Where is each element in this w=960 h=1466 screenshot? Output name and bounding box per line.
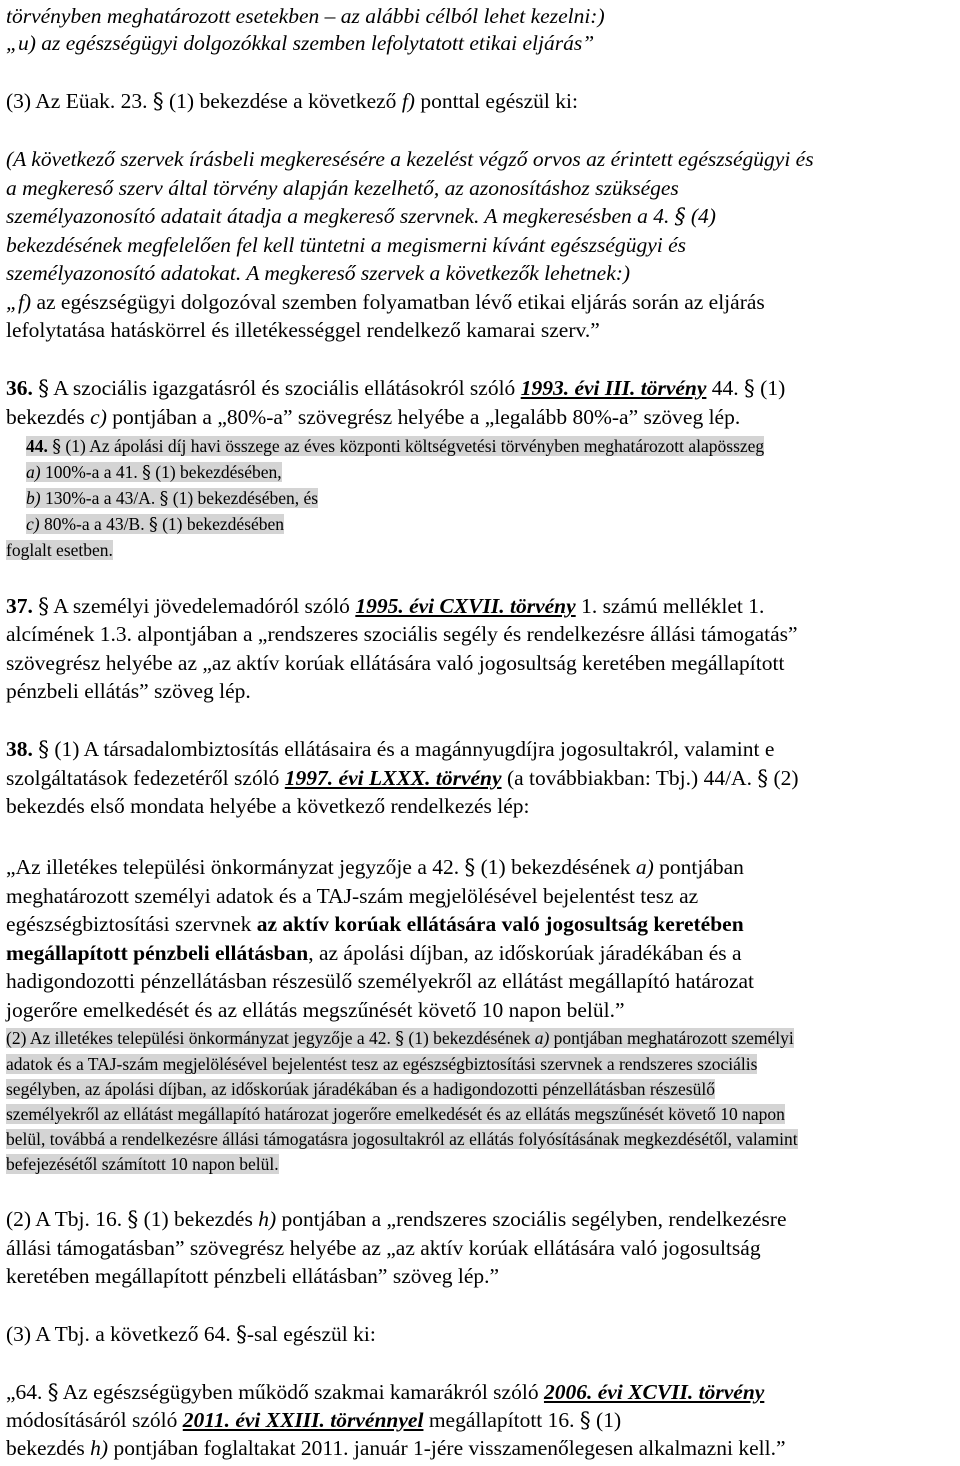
highlighted-line: [26, 434, 956, 459]
highlighted-line: [26, 486, 956, 511]
highlighted-line: [6, 1077, 956, 1101]
text-line: bekezdésének megfelelően fel kell tüntetni a megismerni kívánt egészségügyi és: [6, 233, 686, 257]
text-line: „64. § Az egészségügyben működő szakmai kamarákról szóló 2006. évi XCVII. törvény: [6, 1380, 765, 1405]
highlighted-line: [6, 1102, 956, 1126]
section-sign: §: [38, 737, 49, 762]
law-link[interactable]: 1997. évi LXXX. törvény: [284, 766, 502, 790]
highlight-span: b) 130%-a a 43/A. § (1) bekezdésében, és: [26, 488, 319, 509]
law-link[interactable]: 2006. évi XCVII. törvény: [543, 1380, 765, 1404]
highlighted-line: [6, 1052, 956, 1076]
text-line: hadigondozotti pénzellátásban részesülő személyekről az ellátást megállapító határozat: [6, 969, 755, 993]
highlighted-line: [26, 460, 956, 485]
section-sign: §: [579, 1408, 591, 1433]
text-line: 38. § (1) A társadalombiztosítás ellátásaira és a magánnyugdíjra jogosultakról, valamint e: [6, 737, 775, 762]
text-line: (A következő szervek írásbeli megkeresésére a kezelést végző orvos az érintett egészségügyi és: [6, 147, 814, 171]
text-line: módosításáról szóló 2011. évi XXIII. törvénnyel megállapított 16. § (1): [6, 1408, 622, 1433]
text-line: bekezdés első mondata helyébe a következő rendelkezés lép:: [6, 794, 530, 818]
section-sign: §: [127, 1207, 139, 1232]
text-line: megállapított pénzbeli ellátásban, az ápolási díjban, az időskorúak járadékában és a: [6, 941, 742, 965]
highlighted-line: [6, 1026, 956, 1051]
text-line: személyazonosító adatokat. A megkereső szervek a következők lehetnek:): [6, 261, 631, 285]
highlighted-line: [6, 538, 956, 562]
text-line: jogerőre emelkedését és az ellátás megszűnését követő 10 napon belül.”: [6, 998, 625, 1022]
text-line: „f) az egészségügyi dolgozóval szemben folyamatban lévő etikai eljárás során az eljárás: [6, 290, 765, 314]
text-segment: „u) az egészségügyi dolgozókkal szemben lefolytatott etikai eljárás”: [6, 31, 595, 55]
section-sign: §: [744, 376, 755, 401]
text-line: [6, 2, 956, 31]
text-line: (3) A Tbj. a következő 64. §-sal egészül ki:: [6, 1322, 376, 1347]
text-line: egészségbiztosítási szervnek az aktív korúak ellátására való jogosultság keretében: [6, 912, 744, 936]
text-line: (2) A Tbj. 16. § (1) bekezdés h) pontjában a „rendszeres szociális segélyben, rendelkezésre: [6, 1207, 787, 1232]
text-line: pénzbeli ellátás” szöveg lép.: [6, 679, 251, 703]
text-line: lefolytatása hatáskörrel és illetékességgel rendelkező kamarai szerv.”: [6, 318, 600, 342]
text-segment: törvényben meghatározott esetekben – az alábbi célból lehet kezelni:): [6, 4, 605, 28]
highlight-span: befejezésétől számított 10 napon belül.: [6, 1154, 279, 1174]
law-link[interactable]: 1995. évi CXVII. törvény: [355, 594, 576, 618]
text-line: 37. § A személyi jövedelemadóról szóló 1995. évi CXVII. törvény 1. számú melléklet 1.: [6, 594, 765, 619]
highlight-span: segélyben, az ápolási díjban, az időskorúak járadékában és a hadigondozotti pénzellátásban részesülő: [6, 1079, 715, 1099]
text-line: a megkereső szerv által törvény alapján kezelhető, az azonosításhoz szükséges: [6, 176, 679, 200]
text-line: meghatározott személyi adatok és a TAJ-szám megjelölésével bejelentést tesz az: [6, 884, 699, 908]
section-sign: §: [38, 376, 49, 401]
section-sign: §: [236, 1322, 247, 1347]
text-line: [6, 29, 956, 58]
highlighted-line: [6, 1152, 956, 1176]
highlight-span: belül, továbbá a rendelkezésre állási támogatásra jogosultakról az ellátás folyósításának megkezdésétől, valamint: [6, 1129, 798, 1149]
text-line: személyazonosító adatait átadja a megkereső szervnek. A megkeresésben a 4. § (4): [6, 204, 716, 229]
text-line: bekezdés h) pontjában foglaltakat 2011. január 1-jére visszamenőlegesen alkalmazni kell.”: [6, 1436, 786, 1460]
law-link[interactable]: 2011. évi XXIII. törvénnyel: [182, 1408, 424, 1432]
text-line: 36. § A szociális igazgatásról és szociális ellátásokról szóló 1993. évi III. törvény 44. § (1): [6, 376, 786, 401]
section-sign: §: [52, 437, 61, 457]
section-sign: §: [674, 204, 686, 229]
highlight-span: adatok és a TAJ-szám megjelölésével bejelentést tesz az egészségbiztosítási szervnek a rendszeres szociális: [6, 1054, 758, 1074]
text-line: bekezdés c) pontjában a „80%-a” szövegrész helyébe a „legalább 80%-a” szöveg lép.: [6, 405, 741, 429]
section-sign: §: [152, 89, 164, 114]
text-line: keretében megállapított pénzbeli ellátásban” szöveg lép.”: [6, 1264, 500, 1288]
section-sign: §: [38, 594, 49, 619]
highlighted-line: [6, 1127, 956, 1151]
section-sign: §: [47, 1380, 59, 1405]
text-line: alcímének 1.3. alpontjában a „rendszeres szociális segély és rendelkezésre állási támogatás”: [6, 622, 798, 646]
highlight-span: személyekről az ellátást megállapító határozat jogerőre emelkedését és az ellátás megszűnését követő 10 napon: [6, 1104, 785, 1124]
highlight-span: c) 80%-a a 43/B. § (1) bekezdésében: [26, 514, 285, 535]
text-line: szolgáltatások fedezetéről szóló 1997. évi LXXX. törvény (a továbbiakban: Tbj.) 44/A. § (2): [6, 766, 799, 791]
highlight-span: 44. § (1) Az ápolási díj havi összege az éves központi költségvetési törvényben meghatározott alapösszeg: [26, 436, 765, 457]
section-sign: §: [757, 766, 769, 791]
highlight-span: (2) Az illetékes települési önkormányzat jegyzője a 42. § (1) bekezdésének a) pontjában meghatározott személyi: [6, 1028, 794, 1049]
section-sign: §: [464, 855, 476, 880]
highlight-span: foglalt esetben.: [6, 540, 113, 560]
highlighted-line: [26, 512, 956, 537]
text-line: „Az illetékes települési önkormányzat jegyzője a 42. § (1) bekezdésének a) pontjában: [6, 855, 744, 880]
highlight-span: a) 100%-a a 41. § (1) bekezdésében,: [26, 462, 282, 483]
text-line: állási támogatásban” szövegrész helyébe az „az aktív korúak ellátására való jogosultság: [6, 1236, 761, 1260]
text-line: (3) Az Eüak. 23. § (1) bekezdése a következő f) ponttal egészül ki:: [6, 89, 578, 114]
law-link[interactable]: 1993. évi III. törvény: [520, 376, 707, 400]
text-line: szövegrész helyébe az „az aktív korúak ellátására való jogosultság keretében megállapított: [6, 651, 785, 675]
